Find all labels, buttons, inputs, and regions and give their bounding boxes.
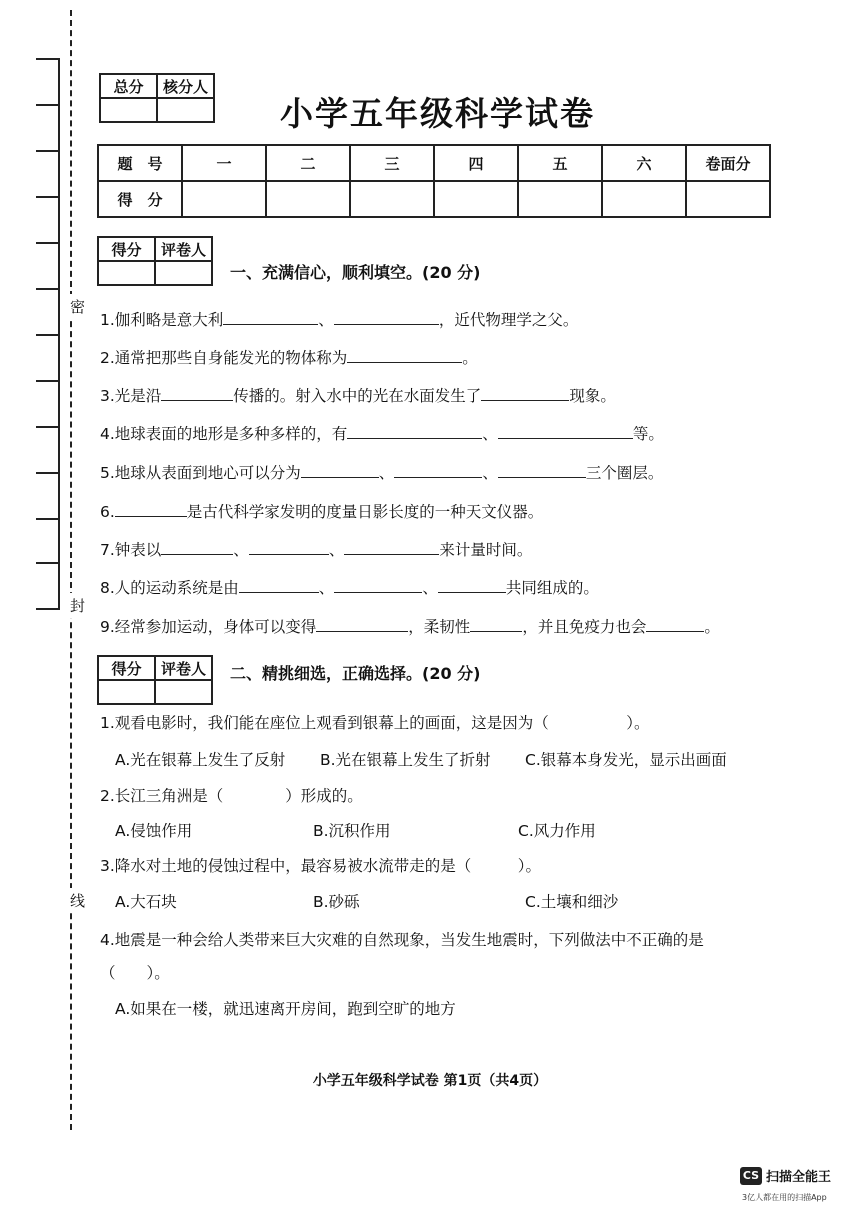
score-col-4: 四 <box>434 145 518 181</box>
answer-blank[interactable] <box>223 310 318 325</box>
score-cell <box>686 181 770 217</box>
grader-score-label: 得分 <box>98 237 155 261</box>
choice-q3: 3.降水对土地的侵蚀过程中，最容易被水流带走的是（ ）。 <box>100 857 542 875</box>
scanner-tagline: 3亿人都在用的扫描App <box>742 1193 827 1202</box>
answer-blank[interactable] <box>646 617 704 632</box>
answer-blank[interactable] <box>249 540 329 555</box>
scanner-logo-icon: CS <box>740 1167 762 1185</box>
answer-blank[interactable] <box>394 463 482 478</box>
grader-label: 评卷人 <box>155 237 212 261</box>
score-cell <box>182 181 266 217</box>
choice-q2: 2.长江三角洲是（ ）形成的。 <box>100 787 363 805</box>
fill-q2: 2.通常把那些自身能发光的物体称为 。 <box>100 349 478 367</box>
page-title: 小学五年级科学试卷 <box>280 94 595 133</box>
score-col-appearance: 卷面分 <box>686 145 770 181</box>
score-cell <box>434 181 518 217</box>
choice-q4-cont: （ ）。 <box>100 964 170 982</box>
choice-q1-option-c[interactable]: C.银幕本身发光，显示出画面 <box>525 751 727 769</box>
score-cell <box>602 181 686 217</box>
fill-q7: 7.钟表以 、 、 来计量时间。 <box>100 541 533 559</box>
choice-q4-option-a[interactable]: A.如果在一楼，就迅速离开房间，跑到空旷的地方 <box>115 1000 456 1018</box>
score-cell <box>266 181 350 217</box>
answer-blank[interactable] <box>498 463 586 478</box>
score-cell <box>518 181 602 217</box>
answer-blank[interactable] <box>115 502 187 517</box>
fill-q4: 4.地球表面的地形是多种多样的，有 、 等。 <box>100 425 664 443</box>
section2-title: 二、精挑细选，正确选择。(20 分) <box>230 664 481 683</box>
grader-score-cell <box>98 261 155 285</box>
score-table-row2-label: 得 分 <box>98 181 182 217</box>
score-col-3: 三 <box>350 145 434 181</box>
scanner-watermark <box>740 1166 831 1185</box>
choice-q4: 4.地震是一种会给人类带来巨大灾难的自然现象，当发生地震时，下列做法中不正确的是 <box>100 931 704 949</box>
seal-char-mi: 密 <box>70 294 85 319</box>
fill-q8: 8.人的运动系统是由 、 、 共同组成的。 <box>100 579 599 597</box>
fill-q3: 3.光是沿 传播的。射入水中的光在水面发生了 现象。 <box>100 387 616 405</box>
fill-q5: 5.地球从表面到地心可以分为 、 、 三个圈层。 <box>100 464 664 482</box>
answer-blank[interactable] <box>334 578 422 593</box>
score-table <box>97 144 771 218</box>
answer-blank[interactable] <box>347 424 482 439</box>
fill-q1: 1.伽利略是意大利 、 ，近代物理学之父。 <box>100 311 579 329</box>
grader-cell <box>155 261 212 285</box>
score-table-row1-label: 题 号 <box>98 145 182 181</box>
score-col-5: 五 <box>518 145 602 181</box>
answer-blank[interactable] <box>161 540 233 555</box>
scanner-app-name: 扫描全能王 <box>766 1170 832 1185</box>
total-score-label: 总分 <box>100 74 157 98</box>
choice-q2-option-c[interactable]: C.风力作用 <box>518 822 596 840</box>
binding-dashed-line <box>70 10 72 1130</box>
score-col-1: 一 <box>182 145 266 181</box>
choice-q3-option-a[interactable]: A.大石块 <box>115 893 177 911</box>
answer-blank[interactable] <box>239 578 319 593</box>
total-score-cell <box>100 98 157 122</box>
page-footer: 小学五年级科学试卷 第1页（共4页） <box>312 1073 548 1089</box>
grader-cell <box>155 680 212 704</box>
answer-blank[interactable] <box>438 578 506 593</box>
choice-q2-option-b[interactable]: B.沉积作用 <box>313 822 391 840</box>
score-col-2: 二 <box>266 145 350 181</box>
answer-blank[interactable] <box>316 617 408 632</box>
total-score-box <box>99 73 215 123</box>
section1-grader-box <box>97 236 213 286</box>
fill-q9: 9.经常参加运动，身体可以变得 ，柔韧性 ，并且免疫力也会 。 <box>100 618 720 636</box>
fill-q6: 6. 是古代科学家发明的度量日影长度的一种天文仪器。 <box>100 503 544 521</box>
answer-blank[interactable] <box>481 386 569 401</box>
choice-q3-option-b[interactable]: B.砂砾 <box>313 893 360 911</box>
checker-label: 核分人 <box>157 74 214 98</box>
choice-q1-option-b[interactable]: B.光在银幕上发生了折射 <box>320 751 491 769</box>
answer-blank[interactable] <box>334 310 439 325</box>
grader-score-label: 得分 <box>98 656 155 680</box>
choice-q1: 1.观看电影时，我们能在座位上观看到银幕上的画面，这是因为（ ）。 <box>100 714 650 732</box>
score-cell <box>350 181 434 217</box>
answer-blank[interactable] <box>161 386 233 401</box>
grader-score-cell <box>98 680 155 704</box>
seal-char-feng: 封 <box>70 593 85 618</box>
checker-cell <box>157 98 214 122</box>
choice-q1-option-a[interactable]: A.光在银幕上发生了反射 <box>115 751 286 769</box>
answer-blank[interactable] <box>347 348 462 363</box>
answer-blank[interactable] <box>301 463 379 478</box>
section2-grader-box <box>97 655 213 705</box>
choice-q2-option-a[interactable]: A.侵蚀作用 <box>115 822 193 840</box>
score-col-6: 六 <box>602 145 686 181</box>
answer-blank[interactable] <box>470 617 522 632</box>
choice-q3-option-c[interactable]: C.土壤和细沙 <box>525 893 619 911</box>
answer-blank[interactable] <box>344 540 439 555</box>
seal-char-xian: 线 <box>70 888 85 913</box>
answer-blank[interactable] <box>498 424 633 439</box>
grader-label: 评卷人 <box>155 656 212 680</box>
section1-title: 一、充满信心，顺利填空。(20 分) <box>230 263 481 282</box>
